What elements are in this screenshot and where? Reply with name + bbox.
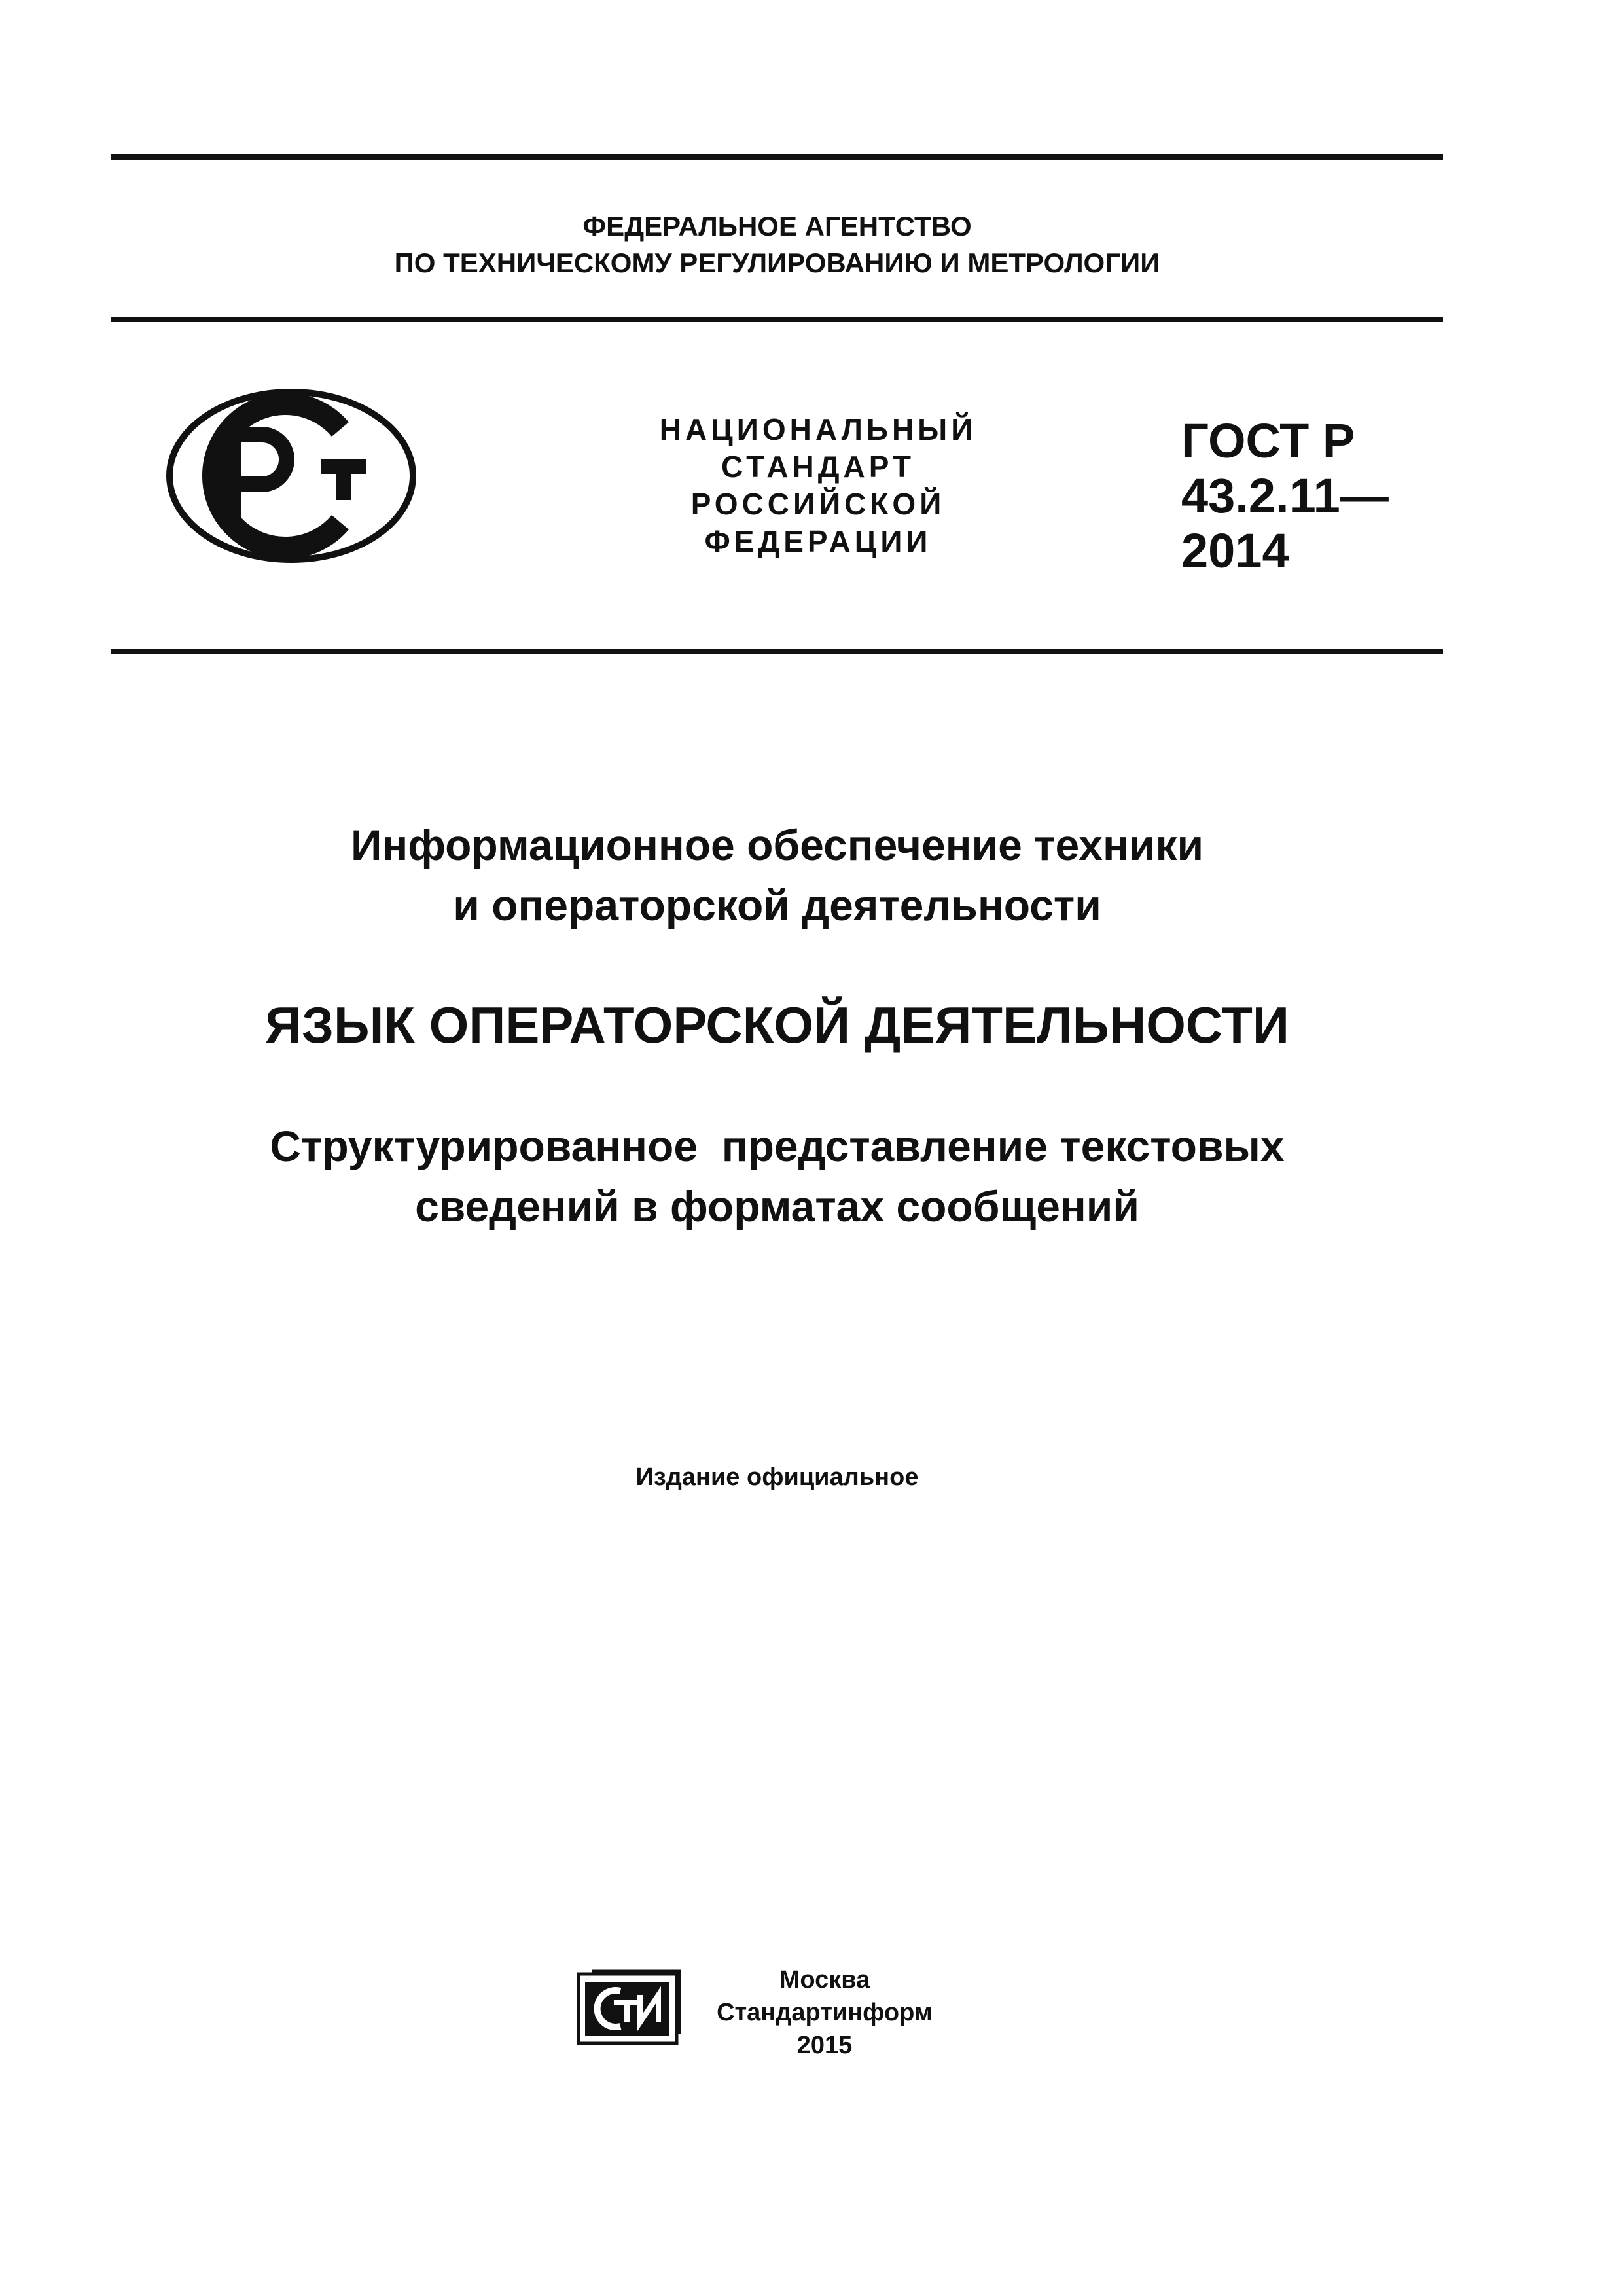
designation-line-2: 43.2.11— (1181, 469, 1389, 523)
subtitle (111, 1116, 1443, 1236)
general-title (111, 815, 1443, 935)
agency-line-2: ПО ТЕХНИЧЕСКОМУ РЕГУЛИРОВАНИЮ И МЕТРОЛОГИИ (394, 247, 1160, 278)
designation-line-1: ГОСТ Р (1181, 414, 1355, 468)
subtitle-line-1: Структурированное представление текстовых (270, 1122, 1285, 1170)
publisher-block (700, 1964, 949, 2062)
national-standard-line-3: РОССИЙСКОЙ (690, 487, 946, 521)
national-standard-line-2: СТАНДАРТ (721, 450, 915, 484)
main-title: ЯЗЫК ОПЕРАТОРСКОЙ ДЕЯТЕЛЬНОСТИ (265, 996, 1289, 1054)
publisher-year: 2015 (796, 2032, 853, 2059)
general-title-line-2: и операторской деятельности (453, 881, 1101, 929)
rst-certification-logo (164, 386, 419, 566)
national-standard-label (609, 411, 1027, 560)
edition-note: Издание официальное (635, 1463, 919, 1491)
publisher-city: Москва (779, 1966, 870, 1994)
header-bottom-rule (111, 649, 1443, 654)
standard-designation (1181, 414, 1389, 579)
national-standard-line-1: НАЦИОНАЛЬНЫЙ (659, 412, 977, 446)
designation-line-3: 2014 (1181, 524, 1289, 578)
agency-line-1: ФЕДЕРАЛЬНОЕ АГЕНТСТВО (582, 211, 972, 242)
subtitle-line-2: сведений в форматах сообщений (415, 1182, 1139, 1230)
general-title-line-1: Информационное обеспечение техники (350, 821, 1204, 869)
agency-rule (111, 317, 1443, 322)
national-standard-line-4: ФЕДЕРАЦИИ (704, 524, 932, 558)
publisher-name: Стандартинформ (717, 1999, 933, 2026)
top-rule (111, 154, 1443, 160)
agency-name (111, 208, 1443, 281)
standartinform-logo (576, 1969, 681, 2046)
